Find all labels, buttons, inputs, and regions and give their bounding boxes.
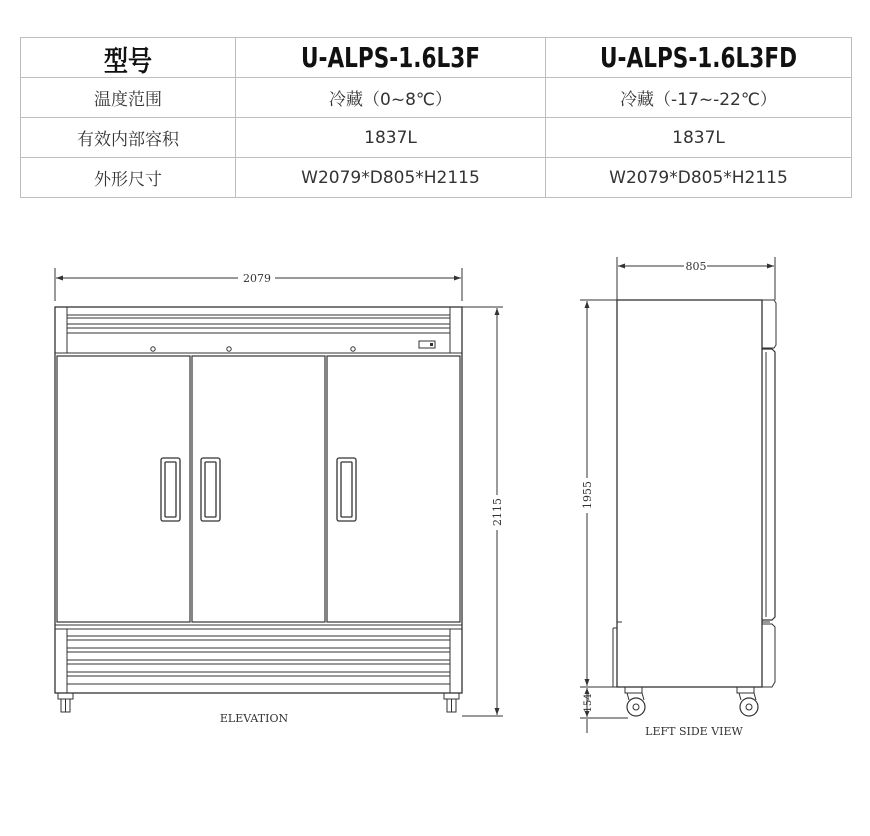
depth-dim-label: 805 xyxy=(685,260,707,273)
height-dim-label: 2115 xyxy=(491,498,504,526)
door-profile xyxy=(762,300,776,687)
handle-left xyxy=(161,458,180,521)
door-lock-middle xyxy=(227,347,231,351)
row-label: 温度范围 xyxy=(21,78,236,118)
handle-middle xyxy=(201,458,220,521)
row-label: 有效内部容积 xyxy=(21,118,236,158)
model-label: 型号 xyxy=(21,35,236,81)
door-lock-left xyxy=(151,347,155,351)
row-label: 外形尺寸 xyxy=(21,158,236,198)
cell-model-b: 冷藏（-17~-22℃） xyxy=(546,78,852,118)
top-louver xyxy=(67,315,450,333)
caster-right xyxy=(444,693,459,712)
side-caster-left xyxy=(625,687,645,716)
display-indicator xyxy=(430,343,433,346)
side-view-caption: LEFT SIDE VIEW xyxy=(645,725,743,738)
caster-left xyxy=(58,693,73,712)
leg-height-dimension xyxy=(580,688,628,733)
door-lock-right xyxy=(351,347,355,351)
model-b-name: U-ALPS-1.6L3FD xyxy=(546,35,852,81)
elevation-view xyxy=(55,268,504,725)
door-left xyxy=(57,356,190,622)
side-view xyxy=(580,257,776,738)
cell-model-b: 1837L xyxy=(546,118,852,158)
door-middle xyxy=(192,356,325,622)
cell-model-a: W2079*D805*H2115 xyxy=(236,158,546,198)
body-height-dimension xyxy=(580,300,617,687)
body-dim-label: 1955 xyxy=(581,481,594,509)
door-right xyxy=(327,356,460,622)
cell-model-b: W2079*D805*H2115 xyxy=(546,158,852,198)
cell-model-a: 1837L xyxy=(236,118,546,158)
height-dimension xyxy=(462,307,504,716)
top-left-post xyxy=(55,307,67,353)
leg-dim-label: 154 xyxy=(583,693,594,713)
model-a-name: U-ALPS-1.6L3F xyxy=(236,35,546,81)
handle-right xyxy=(337,458,356,521)
cell-model-a: 冷藏（0~8℃） xyxy=(236,78,546,118)
depth-dimension xyxy=(617,257,775,300)
side-cabinet-outline xyxy=(617,300,762,687)
width-dimension xyxy=(55,268,462,301)
elevation-caption: ELEVATION xyxy=(219,712,289,725)
top-right-post xyxy=(450,307,462,353)
cabinet-outline xyxy=(55,307,462,693)
width-dim-label: 2079 xyxy=(243,272,271,285)
side-caster-right xyxy=(737,687,758,716)
bottom-grille xyxy=(67,636,450,684)
